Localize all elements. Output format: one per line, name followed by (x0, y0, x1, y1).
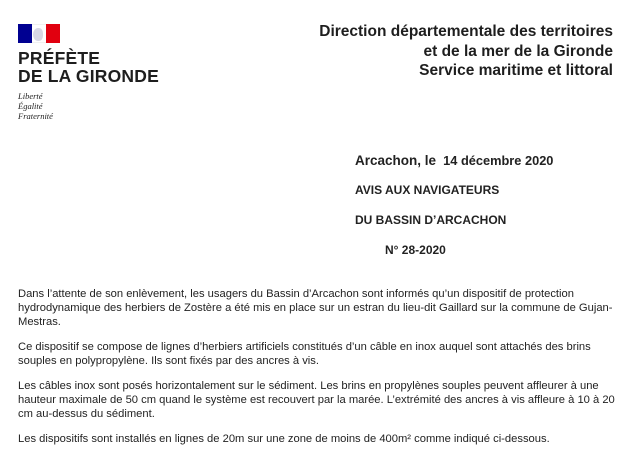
date-value: 14 décembre 2020 (443, 153, 554, 168)
prefecture-logo (18, 24, 159, 121)
body-paragraph-1: Dans l’attente de son enlèvement, les usagers du Bassin d’Arcachon sont informés qu’un dispositif de protection hydrodynamique des herbiers de Zostère a été mis en place sur un estran du lieu-dit Gaillard sur la commune de Gujan-Mestras. (18, 288, 613, 329)
marianne-flag-icon (18, 24, 60, 43)
prefecture-line-1: PRÉFÈTE (18, 48, 101, 68)
direction-line-2: et de la mer de la Gironde (423, 42, 613, 60)
notice-number: N° 28-2020 (385, 243, 446, 257)
direction-line-1: Direction départementale des territoires (319, 23, 613, 40)
motto-fraternite: Fraternité (18, 111, 53, 121)
notice-date (355, 153, 553, 168)
prefecture-name (18, 49, 159, 85)
body-paragraph-4: Les dispositifs sont installés en lignes de 20m sur une zone de moins de 400m² comme indiqué ci-dessous. (18, 433, 550, 445)
prefecture-line-2: DE LA GIRONDE (18, 66, 159, 86)
republic-motto (18, 91, 159, 121)
place-label: Arcachon, le (355, 153, 437, 168)
motto-liberte: Liberté (18, 91, 43, 101)
direction-line-3: Service maritime et littoral (419, 62, 613, 79)
motto-egalite: Égalité (18, 101, 43, 111)
issuing-direction (319, 22, 613, 81)
body-paragraph-3: Les câbles inox sont posés horizontalement sur le sédiment. Les brins en propylènes souples peuvent affleurer à une hauteur maximale de 50 cm quand le système est recouvert par la marée. L’extrémité des ancres à vis affleure à 10 à 20 cm au-dessus du sédiment. (18, 380, 615, 421)
notice-title-line-1: AVIS AUX NAVIGATEURS (355, 183, 500, 197)
notice-title-line-2: DU BASSIN D’ARCACHON (355, 213, 507, 227)
body-paragraph-2: Ce dispositif se compose de lignes d’herbiers artificiels constitués d’un câble en inox auquel sont attachés des brins souples en polypropylène. Ils sont fixés par des ancres à vis. (18, 341, 591, 368)
